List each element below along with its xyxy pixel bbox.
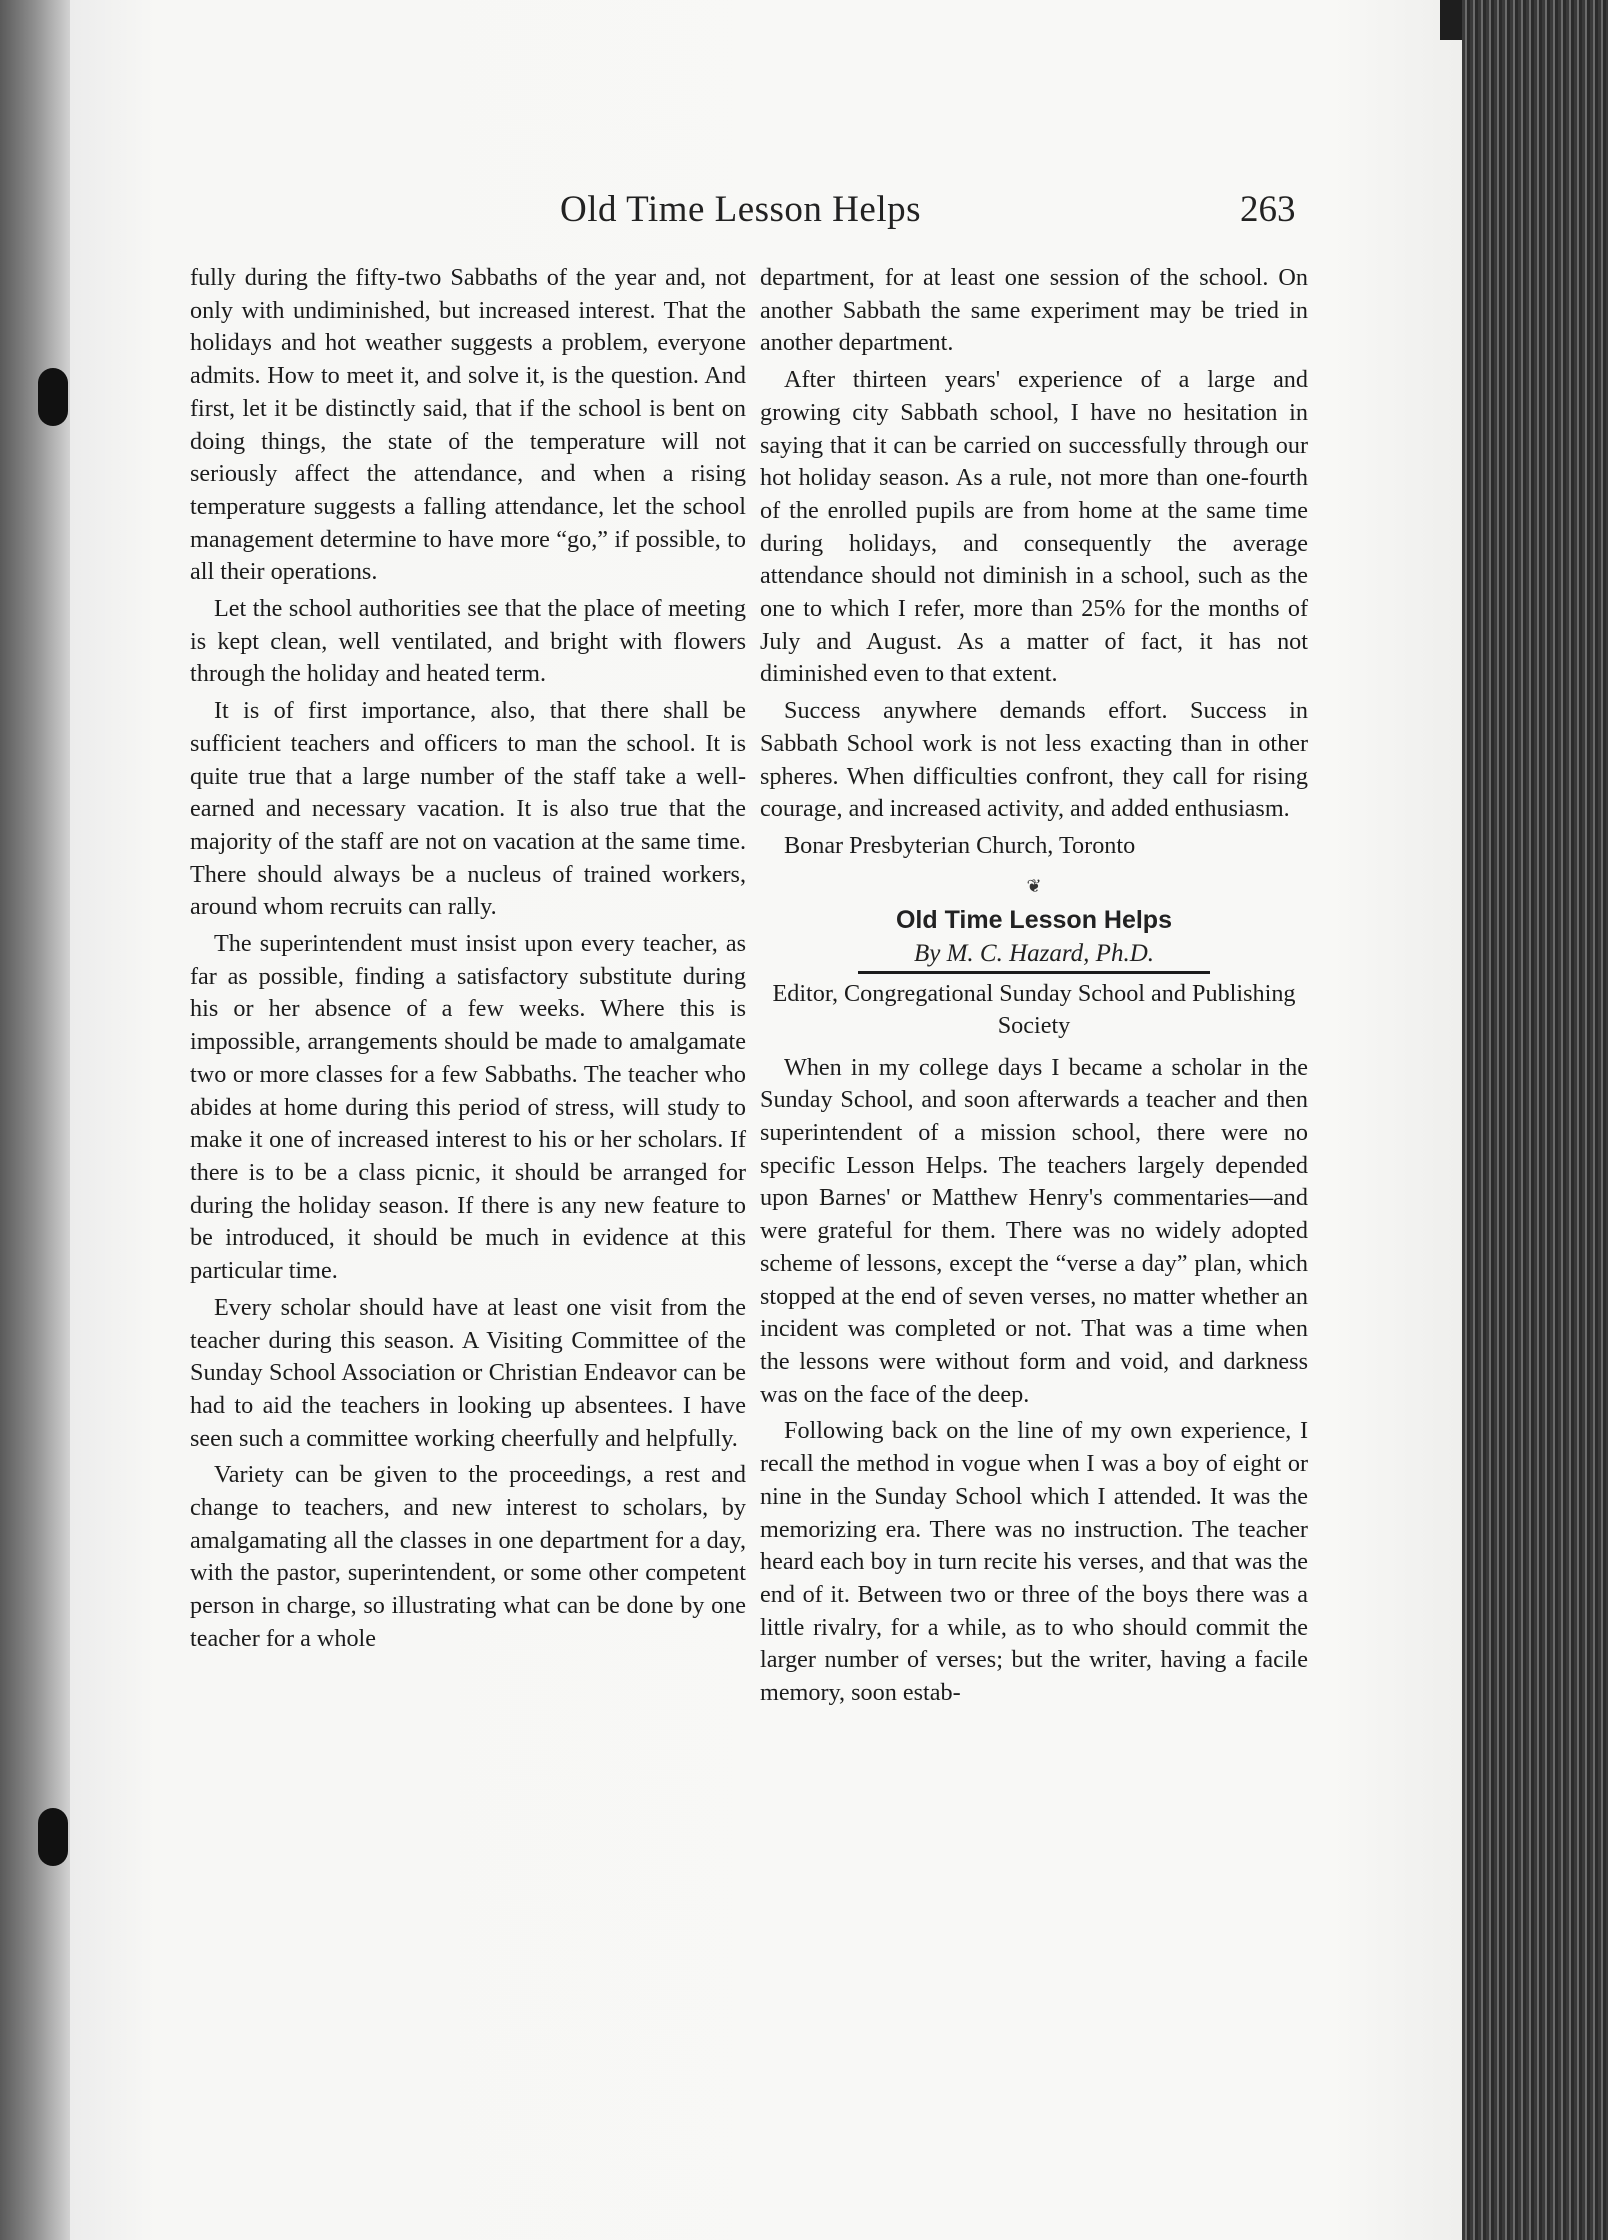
right-column [760, 262, 1308, 1714]
paragraph: fully during the fifty-two Sabbaths of the year and, not only with undiminished, but increased interest. That the holidays and hot weather suggests a problem, everyone admits. How to meet it, and solve it, is the question. And first, let it be distinctly said, that if the school is bent on doing things, the state of the temperature will not seriously affect the attendance, and when a rising temperature suggests a falling attendance, let the school management determine to have more “go,” if possible, to all their operations. [190, 264, 746, 586]
left-column [190, 262, 746, 1660]
paragraph: department, for at least one session of the school. On another Sabbath the same experiment may be tried in another department. [760, 264, 1308, 357]
byline-rule [858, 971, 1210, 974]
binding-hole-top [38, 368, 68, 426]
paragraph: Let the school authorities see that the place of meeting is kept clean, well ventilated, and bright with flowers through the holiday and heated term. [190, 595, 746, 688]
article-signature: Bonar Presbyterian Church, Toronto [784, 831, 1136, 859]
paragraph: When in my college days I became a scholar in the Sunday School, and soon afterwards a teacher and then superintendent of a mission school, there were no specific Lesson Helps. The teachers largely depended upon Barnes' or Matthew Henry's commentaries—and were grateful for them. There was no widely adopted scheme of lessons, except the “verse a day” plan, which stopped at the end of seven verses, no matter whether an incident was completed or not. That was a time when the lessons were without form and void, and darkness was on the face of the deep. [760, 1053, 1308, 1408]
paragraph: Every scholar should have at least one visit from the teacher during this season. A Visiting Committee of the Sunday School Association or Christian Endeavor can be had to aid the teachers in looking up absentees. I have seen such a committee working cheerfully and helpfully. [190, 1293, 746, 1452]
running-title: Old Time Lesson Helps [560, 189, 922, 230]
paragraph: Success anywhere demands effort. Success in Sabbath School work is not less exacting than in other spheres. When difficulties confront, they call for rising courage, and increased activity, and added enthusiasm. [760, 697, 1308, 823]
book-page-edges [1462, 0, 1608, 2240]
article-byline: By M. C. Hazard, Ph.D. [913, 939, 1155, 967]
paragraph: Following back on the line of my own experience, I recall the method in vogue when I was a boy of eight or nine in the Sunday School which I attended. It was the memorizing era. There was no instruction. The teacher heard each boy in turn recite his verses, and that was the end of it. Between two or three of the boys there was a little rivalry, for a while, as to who should commit the larger number of verses; but the writer, having a facile memory, soon estab- [760, 1417, 1308, 1707]
paragraph: Variety can be given to the proceedings, a rest and change to teachers, and new interest to scholars, by amalgamating all the classes in one department for a day, with the pastor, superintendent, or some other competent person in charge, so illustrating what can be done by one teacher for a whole [190, 1461, 746, 1652]
paragraph: It is of first importance, also, that there shall be sufficient teachers and officers to man the school. It is quite true that a large number of the staff take a well-earned and necessary vacation. It is also true that the majority of the staff are not on vacation at the same time. There should always be a nucleus of trained workers, around whom recruits can rally. [190, 697, 746, 921]
section-ornament-icon: ❦ [1026, 875, 1042, 896]
binding-hole-bottom [38, 1808, 68, 1866]
paragraph: The superintendent must insist upon every teacher, as far as possible, finding a satisfactory substitute during his or her absence of a few weeks. Where this is impossible, arrangements should be made to amalgamate two or more classes for a few Sabbaths. The teacher who abides at home during this period of stress, will study to make it one of increased interest to his or her scholars. If there is to be a class picnic, it should be arranged for during the holiday season. If there is any new feature to be introduced, it should be much in evidence at this particular time. [190, 930, 746, 1285]
page-number: 263 [1240, 189, 1296, 230]
author-affiliation: Editor, Congregational Sunday School and Publishing Society [772, 979, 1296, 1039]
paragraph: After thirteen years' experience of a large and growing city Sabbath school, I have no hesitation in saying that it can be carried on successfully through our hot holiday season. As a rule, not more than one-fourth of the enrolled pupils are from home at the same time during holidays, and consequently the average attendance should not diminish in a school, such as the one to which I refer, more than 25% for the months of July and August. As a matter of fact, it has not diminished even to that extent. [760, 366, 1308, 688]
article-title: Old Time Lesson Helps [895, 905, 1172, 934]
